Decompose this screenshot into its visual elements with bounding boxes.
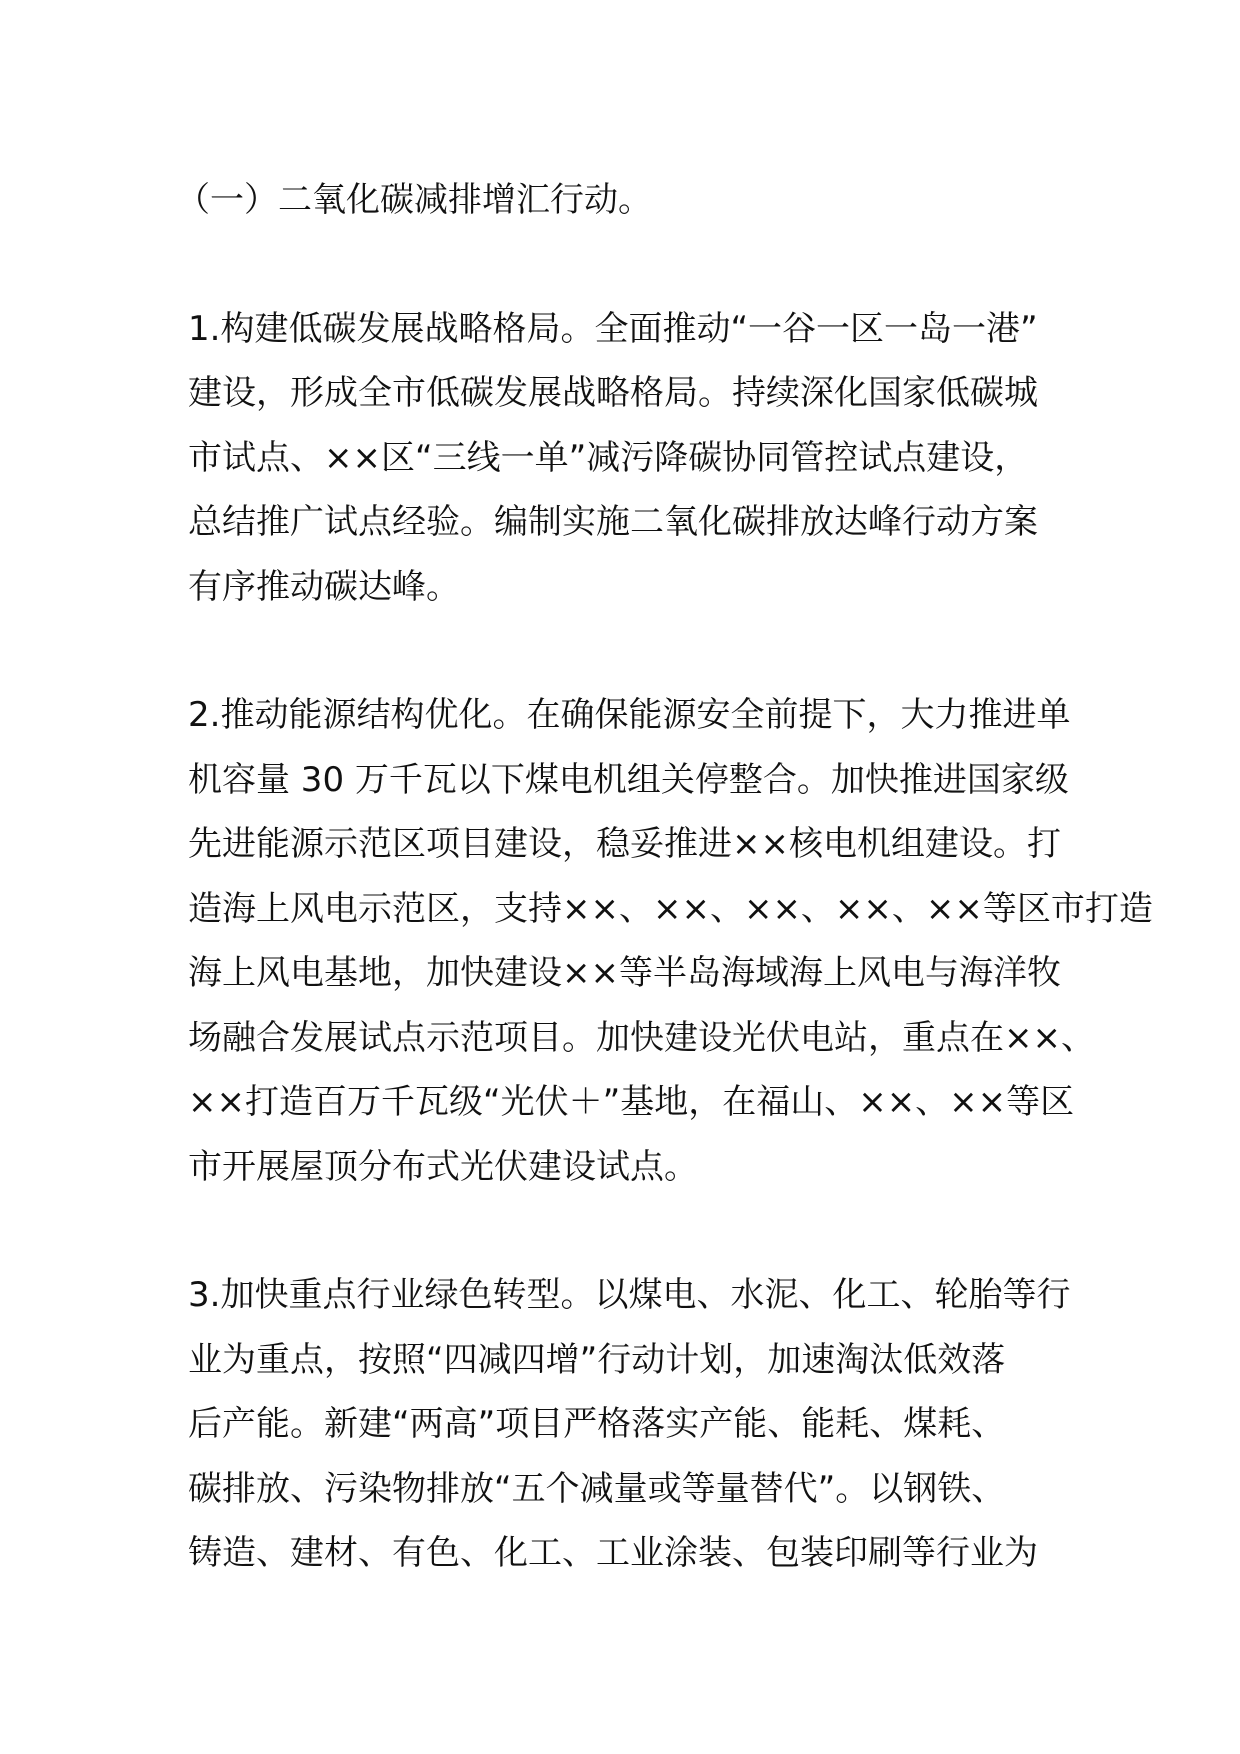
paragraph-line: 建设，形成全市低碳发展战略格局。持续深化国家低碳城 (188, 373, 1038, 413)
paragraph-line: 1.构建低碳发展战略格局。全面推动“一谷一区一岛一港” (188, 308, 1038, 349)
paragraph-line: 2.推动能源结构优化。在确保能源安全前提下，大力推进单 (188, 695, 1071, 735)
paragraph-line: 铸造、建材、有色、化工、工业涂装、包装印刷等行业为 (188, 1533, 1038, 1573)
paragraph-line: 有序推动碳达峰。 (188, 566, 460, 607)
paragraph-line: 造海上风电示范区，支持××、××、××、××、××等区市打造 (188, 888, 1153, 929)
paragraph-line: ××打造百万千瓦级“光伏＋”基地，在福山、××、××等区 (188, 1082, 1075, 1122)
section-heading: （一）二氧化碳减排增汇行动。 (176, 180, 652, 220)
paragraph-line: 业为重点，按照“四减四增”行动计划，加速淘汰低效落 (188, 1339, 1006, 1380)
paragraph-line: 后产能。新建“两高”项目严格落实产能、能耗、煤耗、 (188, 1404, 1006, 1444)
paragraph-line: 碳排放、污染物排放“五个减量或等量替代”。以钢铁、 (188, 1468, 1006, 1509)
paragraph-line: 3.加快重点行业绿色转型。以煤电、水泥、化工、轮胎等行 (188, 1275, 1071, 1315)
paragraph-line: 市开展屋顶分布式光伏建设试点。 (188, 1146, 698, 1187)
paragraph-line: 场融合发展试点示范项目。加快建设光伏电站，重点在××、 (188, 1017, 1095, 1058)
paragraph-line: 海上风电基地，加快建设××等半岛海域海上风电与海洋牧 (188, 953, 1061, 993)
paragraph-1 (188, 297, 1060, 620)
paragraph-line: 总结推广试点经验。编制实施二氧化碳排放达峰行动方案 (188, 502, 1038, 542)
paragraph-line: 机容量 30 万千瓦以下煤电机组关停整合。加快推进国家级 (188, 759, 1069, 800)
paragraph-line: 市试点、××区“三线一单”减污降碳协同管控试点建设， (188, 437, 1029, 478)
document-body (176, 168, 1153, 1650)
paragraph-line: 先进能源示范区项目建设，稳妥推进××核电机组建设。打 (188, 824, 1061, 864)
paragraph-3 (188, 1263, 1071, 1586)
paragraph-2 (188, 683, 1153, 1199)
